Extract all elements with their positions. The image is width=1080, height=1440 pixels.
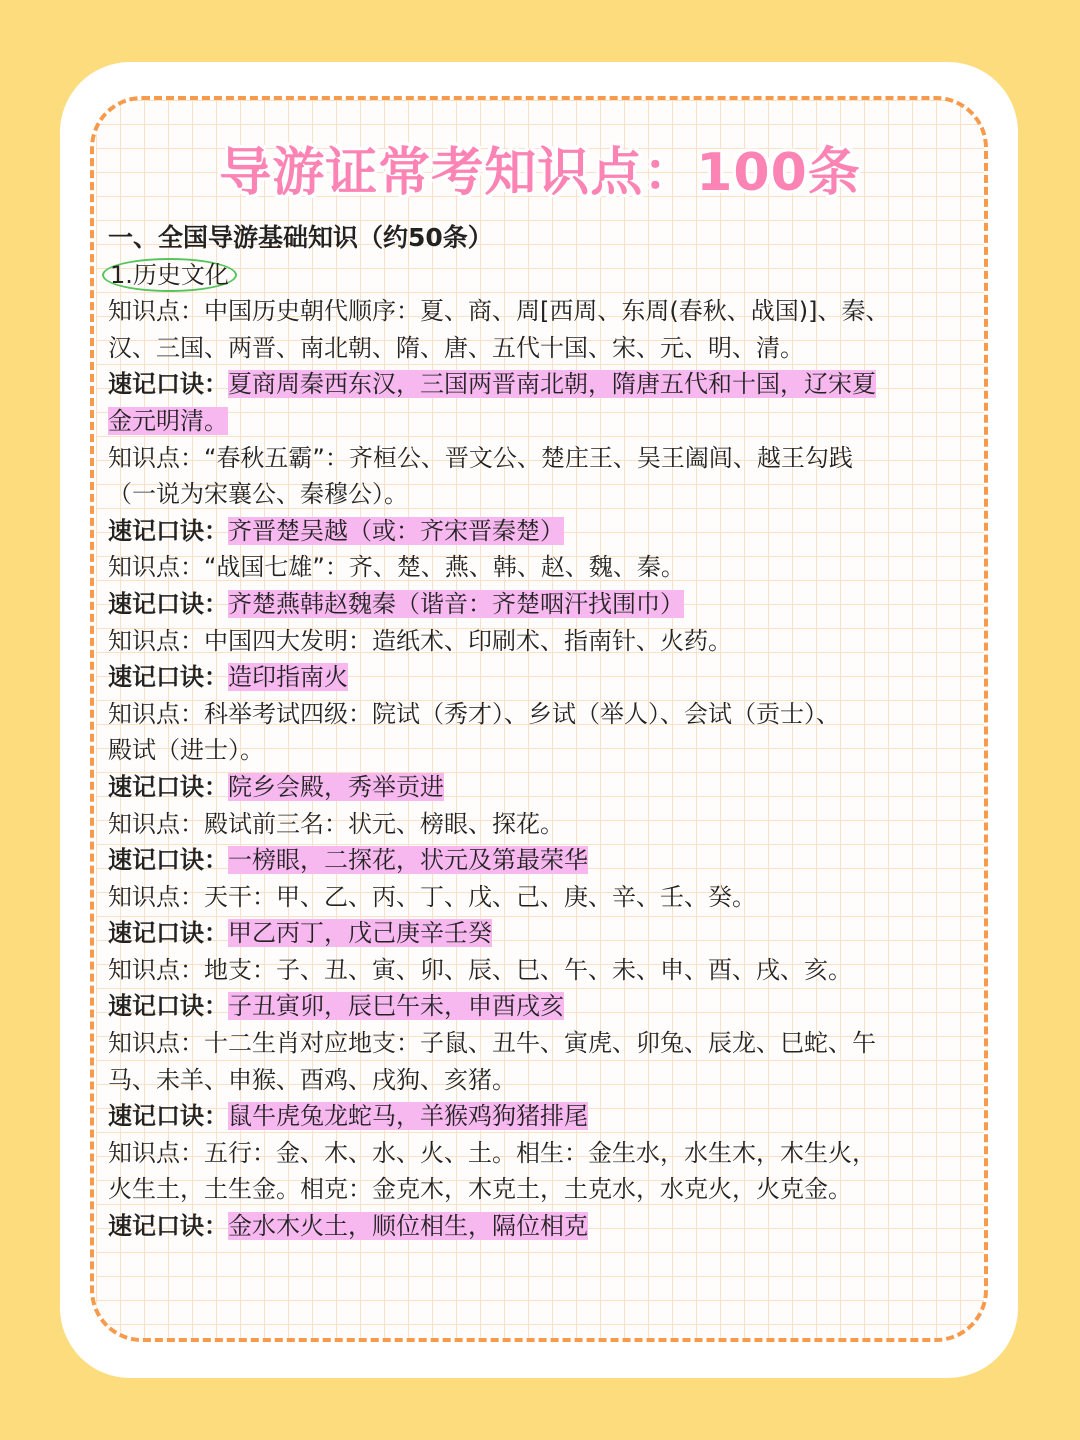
knowledge-line: 知识点：中国四大发明：造纸术、印刷术、指南针、火药。 xyxy=(108,626,732,655)
knowledge-line: 知识点：地支：子、丑、寅、卯、辰、巳、午、未、申、酉、戌、亥。 xyxy=(108,955,852,984)
mnemonic-label: 速记口诀： xyxy=(108,663,228,692)
mnemonic-label: 速记口诀： xyxy=(108,846,228,875)
knowledge-line: 知识点：科举考试四级：院试（秀才）、乡试（举人）、会试（贡士）、 xyxy=(108,699,840,728)
mnemonic-text: 子丑寅卯，辰巳午未，申酉戌亥 xyxy=(228,992,564,1021)
mnemonic-label: 速记口诀： xyxy=(108,1212,228,1241)
content-body xyxy=(108,220,958,1245)
knowledge-line: 马、未羊、申猴、酉鸡、戌狗、亥猪。 xyxy=(108,1065,516,1094)
category-row xyxy=(108,257,958,294)
mnemonic-text: 甲乙丙丁，戊己庚辛壬癸 xyxy=(228,919,492,948)
mnemonic-text: 金水木火土，顺位相生，隔位相克 xyxy=(228,1212,588,1241)
mnemonic-line xyxy=(108,586,958,623)
mnemonic-label: 速记口诀： xyxy=(108,516,228,545)
mnemonic-line xyxy=(108,769,958,806)
knowledge-line: 殿试（进士）。 xyxy=(108,736,264,765)
mnemonic-label: 速记口诀： xyxy=(108,589,228,618)
mnemonic-line xyxy=(108,366,958,403)
knowledge-line: 知识点：五行：金、木、水、火、土。相生：金生水，水生木，木生火， xyxy=(108,1138,876,1167)
mnemonic-text: 夏商周秦西东汉，三国两晋南北朝，隋唐五代和十国，辽宋夏 xyxy=(228,370,876,399)
category-label: 1.历史文化 xyxy=(102,258,237,292)
knowledge-line: 汉、三国、两晋、南北朝、隋、唐、五代十国、宋、元、明、清。 xyxy=(108,333,804,362)
mnemonic-text: 院乡会殿，秀举贡进 xyxy=(228,772,444,801)
knowledge-line: 知识点：天干：甲、乙、丙、丁、戊、己、庚、辛、壬、癸。 xyxy=(108,882,756,911)
mnemonic-text: 齐楚燕韩赵魏秦（谐音：齐楚咽汗找围巾） xyxy=(228,589,684,618)
mnemonic-label: 速记口诀： xyxy=(108,992,228,1021)
section-heading: 一、全国导游基础知识（约50条） xyxy=(108,223,493,252)
mnemonic-line xyxy=(108,513,958,550)
mnemonic-line xyxy=(108,915,958,952)
mnemonic-line xyxy=(108,988,958,1025)
mnemonic-label: 速记口诀： xyxy=(108,370,228,399)
mnemonic-text: 一榜眼，二探花，状元及第最荣华 xyxy=(228,846,588,875)
knowledge-line: 火生土，土生金。相克：金克木，木克土，土克水，水克火，火克金。 xyxy=(108,1175,852,1204)
knowledge-list xyxy=(108,293,958,1244)
knowledge-line: 知识点：十二生肖对应地支：子鼠、丑牛、寅虎、卯兔、辰龙、巳蛇、午 xyxy=(108,1029,876,1058)
mnemonic-line xyxy=(108,1098,958,1135)
mnemonic-line xyxy=(108,842,958,879)
mnemonic-label: 速记口诀： xyxy=(108,1102,228,1131)
knowledge-line: 知识点：中国历史朝代顺序：夏、商、周[西周、东周(春秋、战国)]、秦、 xyxy=(108,297,890,326)
mnemonic-text: 造印指南火 xyxy=(228,663,348,692)
page-title: 导游证常考知识点：100条 xyxy=(219,143,861,203)
mnemonic-text: 鼠牛虎兔龙蛇马，羊猴鸡狗猪排尾 xyxy=(228,1102,588,1131)
knowledge-line: 知识点：殿试前三名：状元、榜眼、探花。 xyxy=(108,809,564,838)
mnemonic-label: 速记口诀： xyxy=(108,919,228,948)
mnemonic-text: 齐晋楚吴越（或：齐宋晋秦楚） xyxy=(228,516,564,545)
mnemonic-continuation xyxy=(108,403,958,440)
mnemonic-text: 金元明清。 xyxy=(108,406,228,435)
mnemonic-line xyxy=(108,1208,958,1245)
knowledge-line: 知识点：“战国七雄”：齐、楚、燕、韩、赵、魏、秦。 xyxy=(108,553,685,582)
mnemonic-label: 速记口诀： xyxy=(108,772,228,801)
knowledge-line: 知识点：“春秋五霸”：齐桓公、晋文公、楚庄王、吴王阖闾、越王勾践 xyxy=(108,443,853,472)
knowledge-line: （一说为宋襄公、秦穆公）。 xyxy=(108,480,408,509)
mnemonic-line xyxy=(108,659,958,696)
